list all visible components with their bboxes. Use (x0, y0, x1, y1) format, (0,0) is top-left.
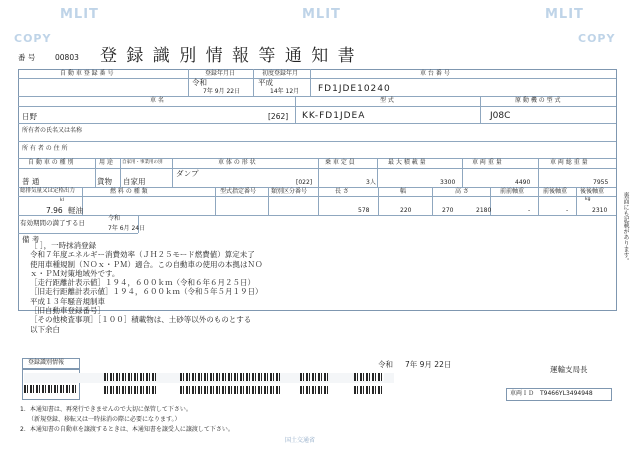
expiry-label: 有効期間の満了する日 (20, 219, 85, 227)
remarks-line: ［その他検査事項］［１００］積載物は、土砂等以外のものとする (30, 315, 252, 325)
rf-axle-value: - (566, 207, 569, 214)
type-no-label: 型式指定番号 (220, 188, 257, 195)
engine-value: J08C (490, 111, 511, 121)
weight-value: 4490 (515, 179, 531, 186)
ff-axle-label: 前前軸重 (500, 188, 525, 195)
use-value: 貨物 (97, 177, 112, 186)
mlit-watermark: MLIT (60, 7, 99, 22)
private-value: 自家用 (123, 177, 146, 186)
rr-axle-value: 2310 (592, 207, 608, 214)
vehicle-id-label: 車両ＩＤ (510, 390, 535, 397)
side-note: 裏面にも記載があります。 (622, 192, 629, 264)
remarks-line: 平成１３年騒音規制車 (30, 296, 105, 306)
id-code (354, 386, 384, 394)
body-code: [022] (296, 179, 313, 186)
number-value: 00803 (55, 53, 79, 62)
remarks-line: ［ ］，一時抹消登録 (30, 241, 97, 250)
fr-axle-value: - (528, 207, 531, 214)
reg-era: 令和 (192, 78, 207, 87)
engine-label: 原 動 機 の 型 式 (515, 97, 561, 104)
expiry-value: 7年 6月 24日 (108, 225, 146, 232)
make-value: 日野 (22, 112, 37, 121)
id-code (24, 385, 78, 393)
width-value: 220 (400, 207, 412, 214)
mlit-watermark: MLIT (302, 7, 341, 22)
height-value: 270 (442, 207, 454, 214)
width-label: 幅 (400, 188, 407, 195)
copy-watermark: COPY (14, 32, 52, 45)
remarks-label: 備 考 (22, 235, 40, 244)
length-label: 長 さ (335, 188, 349, 195)
body-label: 車 体 の 形 状 (218, 159, 256, 166)
kind-label: 自 動 車 の 種 別 (28, 159, 74, 166)
displacement-label: 総排気量又は定格出力 (20, 188, 76, 194)
issue-date: 7年 9月 22日 (405, 360, 452, 369)
displacement-value: 7.96 (46, 206, 63, 215)
ministry-seal: 国土交通省 (285, 437, 316, 444)
id-code (300, 373, 328, 381)
id-code (180, 373, 280, 381)
copy-watermark: COPY (578, 32, 616, 45)
remarks-line: ［旧自動車登録番号］ (30, 306, 105, 316)
capacity-label: 乗 車 定 員 (325, 159, 355, 166)
id-code (104, 373, 156, 381)
owner-address-label: 所 有 者 の 住 所 (22, 145, 68, 152)
owner-name-label: 所有者の氏名又は名称 (22, 127, 83, 134)
remarks-line: 令和７年度エネルギー消費効率（ＪＨ２５モード燃費値）算定未了 (30, 250, 255, 260)
note-line: （新規登録、移転又は一時抹消の際に必要になります。） (28, 416, 181, 423)
number-label: 番 号 (18, 53, 36, 62)
kind-value: 普 通 (22, 177, 40, 186)
ff-axle-value: 2180 (476, 207, 492, 214)
gross-label: 車 両 総 重 量 (550, 159, 588, 166)
displacement-unit: kl (60, 198, 64, 203)
mlit-watermark: MLIT (545, 7, 584, 22)
expiry-era: 令和 (108, 215, 121, 222)
capacity-value: 3人 (366, 179, 376, 186)
chassis-number: FD1JDE10240 (318, 84, 391, 94)
height-label: 高 さ (455, 188, 469, 195)
kg-unit: kg (585, 197, 591, 202)
remarks-line: 以下余白 (30, 324, 60, 334)
remarks-line: ［走行距離計表示値］１９４，６００ｋｍ（令和６年６月２５日） (30, 278, 255, 288)
remarks-line: 使用車種規制（ＮＯｘ・ＰＭ）適合。この自動車の使用の本拠はＮＯ (30, 259, 263, 269)
model-value: KK-FD1JDEA (302, 111, 366, 121)
id-code (300, 386, 328, 394)
issuer: 運輸支局長 (550, 365, 588, 374)
private-label: 自家用・事業用の別 (122, 160, 163, 165)
load-label: 最 大 積 載 量 (388, 159, 426, 166)
remarks-line: ［旧走行距離計表示値］１９４，６００ｋｍ（令和５年５月１９日） (30, 287, 263, 297)
load-value: 3300 (440, 179, 456, 186)
length-value: 578 (358, 207, 370, 214)
id-code (104, 386, 156, 394)
id-code (354, 373, 384, 381)
model-label: 型 式 (380, 97, 394, 104)
fuel-value: 軽油 (68, 206, 83, 215)
use-label: 用 途 (99, 159, 113, 166)
make-code: [262] (268, 112, 289, 121)
remarks-line: ｘ・ＰＭ対策地域外です。 (30, 268, 120, 278)
rr-axle-label: 後後軸重 (580, 188, 605, 195)
remarks-block (30, 242, 590, 335)
reg-date-value: 7年 9月 22日 (203, 88, 241, 95)
reg-date-label: 登録年月日 (205, 70, 236, 77)
weight-label: 車 両 重 量 (472, 159, 502, 166)
id-label: 登録識別情報 (28, 359, 65, 366)
fuel-label: 燃 料 の 種 類 (110, 188, 148, 195)
vehicle-id-value: T9466YL3494948 (540, 390, 593, 397)
gross-value: 7955 (593, 179, 609, 186)
first-reg-value: 14年 12月 (270, 88, 300, 95)
id-code (180, 386, 280, 394)
body-value: ダンプ (176, 169, 199, 178)
document-title: 登 録 識 別 情 報 等 通 知 書 (100, 46, 357, 66)
make-label: 車 名 (150, 97, 164, 104)
first-reg-era: 平成 (258, 78, 273, 87)
class-no-label: 類別区分番号 (271, 188, 308, 195)
note-line: 2．本通知書の自動車を譲渡するときは、本通知書を譲受人に譲渡して下さい。 (20, 426, 234, 433)
chassis-label: 車 台 番 号 (420, 70, 450, 77)
note-line: 1．本通知書は、再発行できませんので大切に保管して下さい。 (20, 406, 192, 413)
issue-era: 令和 (378, 360, 393, 369)
fr-axle-label: 前後軸重 (543, 188, 568, 195)
first-reg-label: 初度登録年月 (262, 70, 299, 77)
reg-no-label: 自 動 車 登 録 番 号 (60, 70, 114, 77)
